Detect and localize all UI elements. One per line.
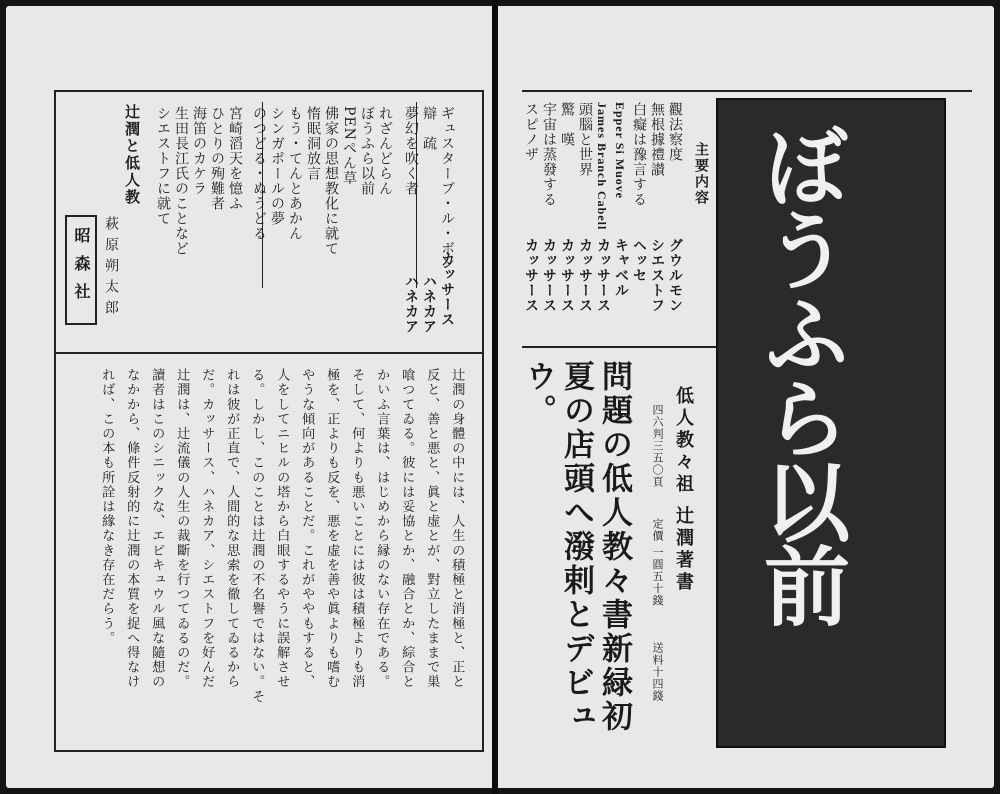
book-title: 辻潤と低人教	[123, 104, 141, 206]
series-line: 低人教々祖 辻潤著書	[673, 386, 694, 595]
body-line: 辻潤の身體の中には、人生の積極と消極と、正と	[449, 368, 465, 690]
contents-title: ギュスターブ・ル・ボン	[439, 106, 455, 271]
essay-title: 佛家の思想教化に就て	[323, 106, 339, 256]
body-line: 喰つてゐる。彼には妥協とか、融合とか、綜合と	[399, 368, 415, 690]
divider-horizontal	[54, 352, 484, 354]
spec-format: 四六判三五〇頁	[651, 404, 664, 488]
contents-title: 驚 嘆	[559, 102, 575, 147]
publisher-stamp	[65, 215, 97, 325]
promo-line: 問題の低人教々書新緑初	[596, 360, 632, 734]
essay-title: 生田長江氏のことなど	[173, 106, 189, 256]
spec-postage: 送料十四錢	[651, 642, 664, 702]
promo-line: ウ。	[520, 360, 556, 428]
contents-title: 白癡は豫言する	[631, 102, 647, 207]
contents-title: 辯 疏	[421, 106, 437, 151]
contents-title: 夢幻を吹く者	[403, 106, 419, 196]
divider-horizontal	[522, 90, 972, 92]
right-page	[498, 6, 994, 788]
contents-author: キャベル	[613, 238, 629, 298]
book-author: 萩原朔太郎	[103, 216, 119, 321]
contents-author: カッサース	[595, 238, 611, 313]
contents-author: カッサース	[523, 238, 539, 313]
contents-author: カッサース	[541, 238, 557, 313]
contents-author: カッサース	[439, 252, 455, 327]
essay-title: 宮崎滔天を憶ふ	[227, 106, 243, 211]
body-line: だ。カッサース、ハネカア、シエストフを好んだ	[199, 368, 215, 690]
contents-author: グウルモン	[667, 238, 683, 313]
contents-title: 觀法察度	[667, 102, 683, 162]
contents-title: スピノザ	[523, 102, 539, 162]
banner-title: ぼうふら以前	[749, 122, 849, 626]
essay-title: 惰眠洞放言	[305, 106, 321, 181]
contents-title: 無根據禮讃	[649, 102, 665, 177]
divider-horizontal	[522, 346, 718, 348]
promo-line: 夏の店頭へ潑剌とデビュ	[558, 360, 594, 734]
essay-title: のつどる・ぬうどる	[251, 106, 267, 241]
body-line: なかから、條件反射的に辻潤の本質を捉へ得なけ	[124, 368, 140, 690]
body-line: 反と、善と悪と、眞と虚とが、對立したままで巣	[424, 368, 440, 690]
body-line: 人をしてニヒルの塔から白眼するやうに誤解させ	[274, 368, 290, 690]
essay-title: れざんどらん	[377, 106, 393, 196]
body-line: 極を、正よりも反を、悪を虚を善や眞よりも嗜む	[324, 368, 340, 690]
contents-author: シエストフ	[649, 238, 665, 313]
body-line: 讀者はこのシニックな、エピキュウル風な隨想の	[149, 368, 165, 690]
essay-title: もう・てんとあかん	[287, 106, 303, 241]
contents-author: カッサース	[559, 238, 575, 313]
contents-author: ヘッセ	[631, 238, 647, 283]
body-line: そして、何よりも悪いことには彼は積極よりも消	[349, 368, 365, 690]
section-heading: 主要内容	[693, 142, 709, 206]
essay-title: シンガポールの夢	[269, 106, 285, 226]
contents-author: カッサース	[577, 238, 593, 313]
publisher-name: 昭森社	[72, 227, 91, 311]
spec-price: 定價 一圓五十錢	[651, 518, 664, 607]
contents-author: ハネカア	[403, 274, 419, 334]
contents-title: 頭腦と世界	[577, 102, 593, 177]
essay-title: 海笛のカケラ	[191, 106, 207, 196]
title-banner	[716, 98, 946, 748]
contents-title: Epper Si Muove	[613, 102, 627, 200]
body-line: 辻潤は、辻流儀の人生の裁斷を行つてゐるのだ。	[174, 368, 190, 690]
essay-title: PENぺん草	[341, 106, 357, 186]
body-line: かいふ言葉は、はじめから縁のない存在である。	[374, 368, 390, 690]
left-page	[6, 6, 492, 788]
contents-title: 宇宙は蒸發する	[541, 102, 557, 207]
essay-title: シエストフに就て	[155, 106, 171, 226]
body-line: れば、この本も所詮は緣なき存在だらう。	[99, 368, 115, 646]
essay-title: ぼうふら以前	[359, 106, 375, 196]
contents-author: ハネカア	[421, 274, 437, 334]
body-line: れは彼が正直で、人間的な思索を徹してゐるから	[224, 368, 240, 690]
body-line: やうな傾向があることだ。これがややもすると、	[299, 368, 315, 690]
essay-title: ひとりの殉難者	[209, 106, 225, 211]
contents-title: James Branch Cabell	[595, 102, 609, 231]
body-line: る。しかし、このことは辻潤の不名譽ではない。そ	[249, 368, 265, 704]
